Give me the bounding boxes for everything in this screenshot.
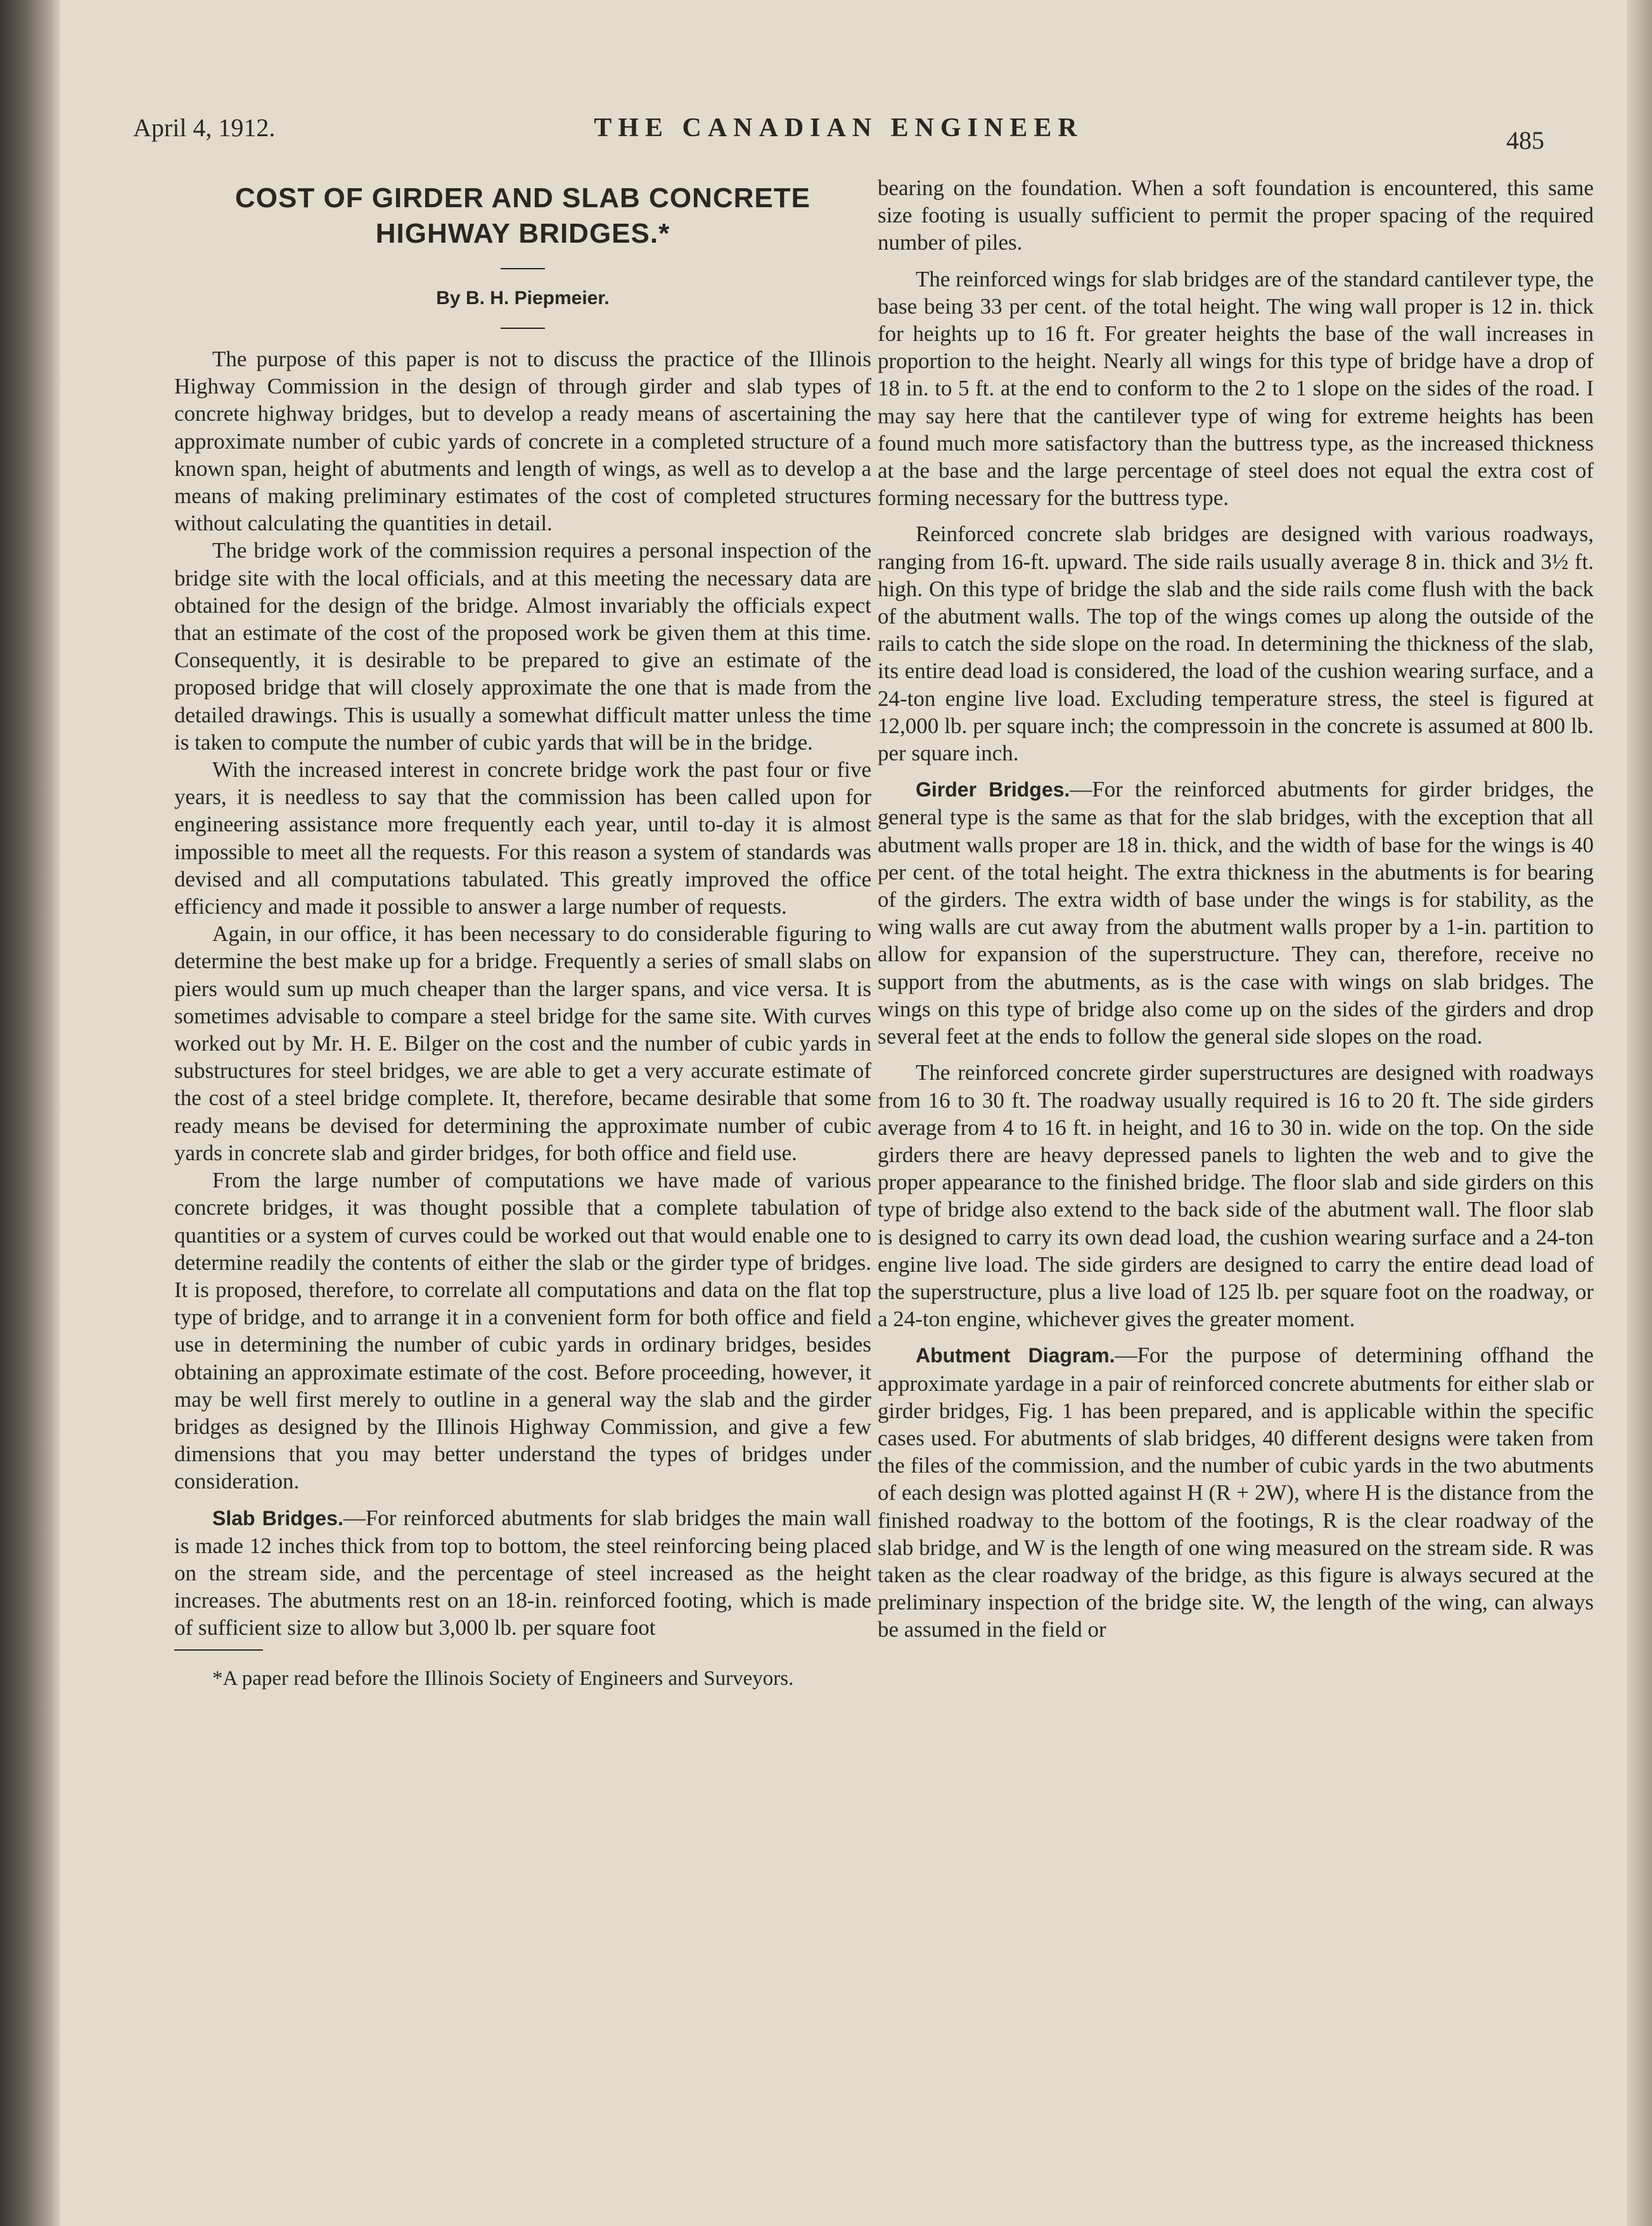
- paragraph-abutment-diagram: [878, 1341, 1594, 1643]
- paragraph-reinforced-wings: The reinforced wings for slab bridges are of the standard cantilever type, the base being 33 per cent. of the total height. The wing wall proper is 12 in. thick for heights up to 16 ft. For greater heights the base of the wall increases in proportion to the height. Nearly all wings for this type of bridge have a drop of 18 in. to 5 ft. at the end to conform to the 2 to 1 slope on the sides of the road. I may say here that the cantilever type of wing for extreme heights has been found much more satisfactory than the buttress type, as the increased thickness at the base and the large percentage of steel does not equal the extra cost of forming necessary for the buttress type.: [878, 266, 1594, 511]
- abutment-diagram-text: —For the purpose of determining offhand the approximate yardage in a pair of reinforced concrete abutments for either slab or girder bridges, Fig. 1 has been prepared, and is applicable within the specific cases used. For abutments of slab bridges, 40 different designs were taken from the files of the commission, and the number of cubic yards in the two abutments of each design was plotted against H (R + 2W), where H is the distance from the finished roadway to the bottom of the footings, R is the clear roadway of the slab bridge, and W is the length of one wing measured on the stream side. R was taken as the clear roadway of the bridge, as this figure is always secured at the preliminary inspection of the bridge site. W, the length of the wing, can always be assumed in the field or: [878, 1343, 1594, 1642]
- byline-rule: [501, 328, 545, 329]
- page-number: 485: [1506, 126, 1544, 155]
- paragraph-slab-design: Reinforced concrete slab bridges are designed with various roadways, ranging from 16-ft. upward. The side rails usually average 8 in. thick and 3½ ft. high. On this type of bridge the slab and the side rails come flush with the back of the abutment walls. The top of the wings comes up along the outside of the rails to catch the side slope on the road. In determining the thickness of the slab, its entire dead load is considered, the load of the cushion wearing surface, and a 24-ton engine live load. Excluding temperature stress, the steel is figured at 12,000 lb. per square inch; the compressoin in the concrete is assumed at 800 lb. per square inch.: [878, 521, 1594, 766]
- article-title-line-2: HIGHWAY BRIDGES.*: [375, 218, 670, 249]
- article-title: [174, 181, 871, 252]
- binding-gutter: [0, 0, 60, 2226]
- paragraph-bridge-work: The bridge work of the commission requires a personal inspection of the bridge site with the local officials, and at this meeting the necessary data are obtained for the design of the bridge. Almost invariably the officials expect that an estimate of the cost of the proposed work be given them at this time. Consequently, it is desirable to be prepared to give an estimate of the proposed bridge that will closely approximate the one that is made from the detailed drawings. This is usually a somewhat difficult matter unless the time is taken to compute the number of cubic yards that will be in the bridge.: [174, 538, 871, 755]
- paragraph-girder-superstructures: The reinforced concrete girder superstructures are designed with roadways from 16 to 30 ft. The roadway usually required is 16 to 20 ft. The side girders average from 4 to 16 ft. in height, and 16 to 30 in. wide on the top. On the side girders there are heavy depressed panels to lighten the web and to give the proper appearance to the finished bridge. The floor slab and side girders on this type of bridge also extend to the back side of the abutment wall. The floor slab is designed to carry its own dead load, the cushion wearing surface and a 24-ton engine live load. The side girders are designed to carry the entire dead load of the superstructure, plus a live load of 125 lb. per square foot on the roadway, or a 24-ton engine, whichever gives the greater moment.: [878, 1060, 1594, 1332]
- paragraph-girder-bridges: [878, 776, 1594, 1050]
- issue-date: April 4, 1912.: [133, 113, 276, 142]
- page-edge: [1627, 0, 1652, 2226]
- paragraph-slab-bridges: [174, 1504, 871, 1642]
- spacer: [878, 767, 1594, 776]
- paragraph-foundation: bearing on the foundation. When a soft foundation is encountered, this same size footing is usually sufficient to permit the proper spacing of the required number of piles.: [878, 176, 1594, 255]
- paragraph-computations: From the large number of computations we have made of various concrete bridges, it was thought possible that a complete tabulation of quantities or a system of curves could be worked out that would enable one to determine readily the contents of either the slab or the girder type of bridges. It is proposed, therefore, to correlate all computations and data on the flat top type of bridge, and to arrange it in a convenient form for both office and field use in determining the number of cubic yards in ordinary bridges, besides obtaining an approximate estimate of the cost. Before proceeding, however, it may be well first merely to outline in a general way the slab and the girder bridges as designed by the Illinois Highway Commission, and give a few dimensions that you may better understand the types of bridges under consideration.: [174, 1168, 871, 1494]
- footnote: *A paper read before the Illinois Society of Engineers and Surveyors.: [212, 1666, 794, 1690]
- subhead-girder-bridges: Girder Bridges.: [916, 778, 1070, 802]
- spacer: [174, 1495, 871, 1504]
- girder-bridges-text: —For the reinforced abutments for girder bridges, the general type is the same as that for the slab bridges, with the exception that all abutment walls proper are 18 in. thick, and the width of base for the wings is 40 per cent. of the total height. The extra thickness in the abutments is for bearing of the girders. The extra width of base under the wings is for stability, as the wing walls are cut away from the abutment walls proper by a 1-in. partition to allow for expansion of the superstructure. They can, therefore, receive no support from the abutments, as is the case with wings on slab bridges. The wings on this type of bridge also come up on the sides of the girders and drop several feet at the ends to follow the general side slopes on the road.: [878, 777, 1594, 1049]
- footnote-rule: [174, 1649, 263, 1651]
- journal-page: [60, 0, 1627, 2226]
- paragraph-increased-interest: With the increased interest in concrete bridge work the past four or five years, it is needless to say that the commission has been called upon for engineering assistance more frequently each year, until to-day it is almost impossible to meet all the requests. For this reason a system of standards was devised and all computations tabulated. This greatly improved the office efficiency and made it possible to answer a large number of requests.: [174, 757, 871, 919]
- paragraph-office-figuring: Again, in our office, it has been necessary to do considerable figuring to determine the best make up for a bridge. Frequently a series of small slabs on piers would sum up much cheaper than the larger spans, and vice versa. It is sometimes advisable to compare a steel bridge for the same site. With curves worked out by Mr. H. E. Bilger on the cost and the number of cubic yards in substructures for steel bridges, we are able to get a very accurate estimate of the cost of a steel bridge complete. It, therefore, became desirable that some ready means be devised for determining the approximate number of cubic yards in concrete slab and girder bridges, for both office and field use.: [174, 921, 871, 1165]
- spacer: [878, 511, 1594, 520]
- subhead-abutment-diagram: Abutment Diagram.: [916, 1344, 1115, 1367]
- spacer: [878, 257, 1594, 265]
- spacer: [878, 1333, 1594, 1341]
- subhead-slab-bridges: Slab Bridges.: [212, 1506, 343, 1530]
- article-title-line-1: COST OF GIRDER AND SLAB CONCRETE: [235, 182, 810, 214]
- left-column: [174, 174, 871, 1691]
- paragraph-purpose: The purpose of this paper is not to discuss the practice of the Illinois Highway Commission in the design of through girder and slab types of concrete highway bridges, but to develop a ready means of ascertaining the approximate number of cubic yards of concrete in a completed structure of a known span, height of abutments and length of wings, as well as to develop a means of making preliminary estimates of the cost of completed structures without calculating the quantities in detail.: [174, 347, 871, 536]
- spacer: [878, 1050, 1594, 1059]
- title-rule: [501, 268, 545, 269]
- journal-title: THE CANADIAN ENGINEER: [594, 113, 1084, 143]
- article-byline: By B. H. Piepmeier.: [436, 288, 610, 309]
- right-column: [878, 174, 1594, 1644]
- running-header: [133, 113, 1544, 155]
- slab-bridges-text: —For reinforced abutments for slab bridges the main wall is made 12 inches thick from top to bottom, the steel reinforcing being placed on the stream side, and the percentage of steel increased as the height increases. The abutments rest on an 18-in. reinforced footing, which is made of sufficient size to allow but 3,000 lb. per square foot: [174, 1505, 871, 1641]
